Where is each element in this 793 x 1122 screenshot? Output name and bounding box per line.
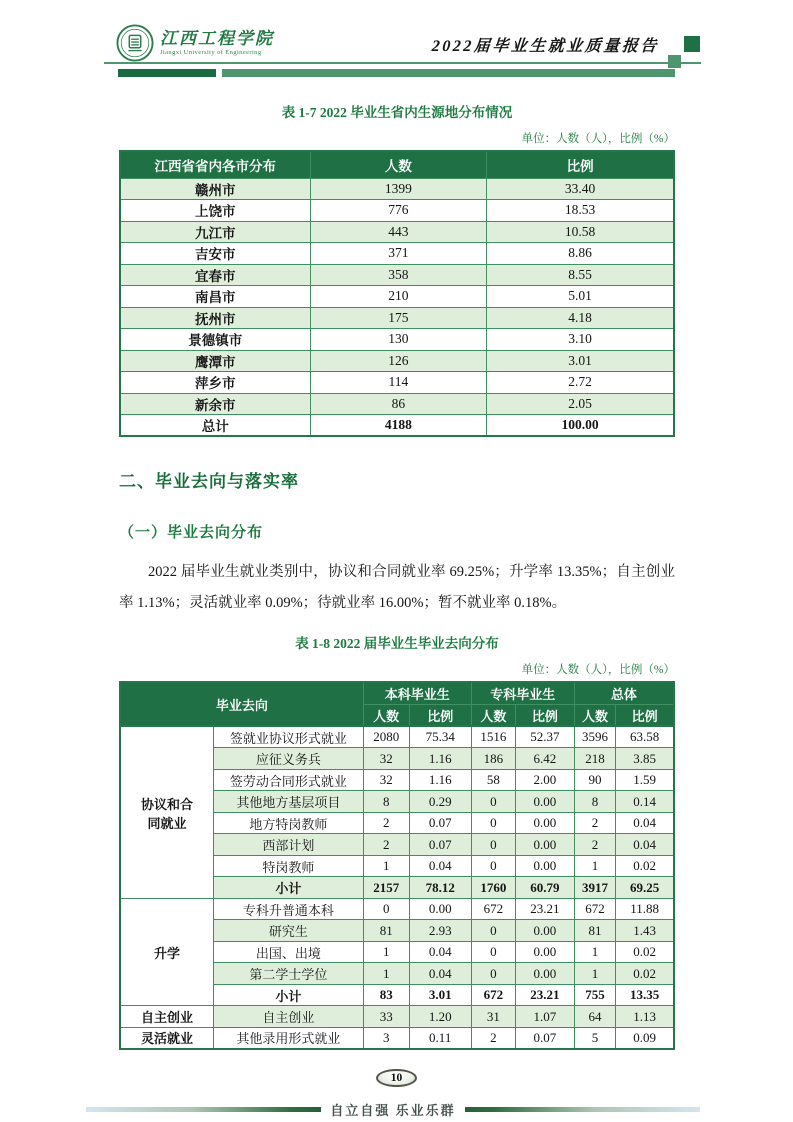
table-cell: 九江市 (120, 221, 310, 243)
column-header: 本科毕业生 (363, 682, 471, 704)
table-cell: 0.11 (409, 1027, 471, 1049)
table-cell: 0.00 (516, 855, 575, 877)
table-cell: 8.86 (487, 243, 674, 265)
page-content (119, 101, 675, 1050)
table-cell: 126 (310, 350, 487, 372)
table-cell: 6.42 (516, 748, 575, 770)
table-cell: 1.13 (616, 1006, 674, 1028)
table-cell: 114 (310, 372, 487, 394)
table-cell: 0.29 (409, 791, 471, 813)
destination-label-cell: 专科升普通本科 (214, 898, 364, 920)
destination-label-cell: 小计 (214, 984, 364, 1006)
table-cell: 0 (471, 834, 515, 856)
table-cell: 0.07 (409, 812, 471, 834)
destination-table (119, 681, 675, 1050)
footer-motto-row (86, 1100, 700, 1119)
header-rule (104, 62, 701, 64)
destination-group-cell: 灵活就业 (120, 1027, 214, 1049)
table-cell: 1 (363, 855, 409, 877)
table-cell: 5.01 (487, 286, 674, 308)
table-cell: 0.02 (616, 855, 674, 877)
table2-unit: 单位：人数（人），比例（%） (521, 664, 675, 677)
table-cell: 31 (471, 1006, 515, 1028)
table-cell: 23.21 (516, 984, 575, 1006)
table-cell: 58 (471, 769, 515, 791)
table-cell: 1.16 (409, 769, 471, 791)
destination-label-cell: 地方特岗教师 (214, 812, 364, 834)
table-cell: 18.53 (487, 200, 674, 222)
table-cell: 218 (574, 748, 616, 770)
section-heading: 二、毕业去向与落实率 (119, 472, 299, 491)
table-cell: 0.00 (409, 898, 471, 920)
column-header: 总体 (574, 682, 674, 704)
table-cell: 1.20 (409, 1006, 471, 1028)
table-row (120, 726, 674, 748)
table-cell: 0.00 (516, 791, 575, 813)
table-cell: 210 (310, 286, 487, 308)
table-cell: 86 (310, 393, 487, 415)
table-cell: 0.09 (616, 1027, 674, 1049)
body-paragraph: 2022 届毕业生就业类别中，协议和合同就业率 69.25%；升学率 13.35%；自主创业率 1.13%；灵活就业率 0.09%；待就业率 16.00%；暂不就业率 0.18%。 (119, 564, 675, 612)
table-cell: 0 (471, 855, 515, 877)
table-cell: 0.04 (409, 855, 471, 877)
table2-title: 表 1-8 2022 届毕业生毕业去向分布 (295, 636, 499, 652)
table-cell: 2 (574, 834, 616, 856)
university-name-en: Jiangxi University of Engineering (160, 48, 262, 56)
column-header: 专科毕业生 (471, 682, 574, 704)
table-cell: 鹰潭市 (120, 350, 310, 372)
destination-label-cell: 其他录用形式就业 (214, 1027, 364, 1049)
page-number-badge: 10 (376, 1069, 417, 1087)
table-cell: 赣州市 (120, 178, 310, 200)
table-cell: 1 (363, 963, 409, 985)
table1-unit: 单位：人数（人），比例（%） (521, 133, 675, 145)
table-cell: 2 (363, 834, 409, 856)
table-cell: 4188 (310, 415, 487, 437)
table-row (120, 898, 674, 920)
table-row (120, 178, 674, 200)
report-title: 2022届毕业生就业质量报告 (431, 38, 660, 55)
table-cell: 13.35 (616, 984, 674, 1006)
table-cell: 8 (574, 791, 616, 813)
table-cell: 75.34 (409, 726, 471, 748)
table-row (120, 393, 674, 415)
footer-motto: 自立自强 乐业乐群 (330, 1102, 456, 1118)
table-cell: 8.55 (487, 264, 674, 286)
table-cell: 60.79 (516, 877, 575, 899)
destination-table-header (120, 682, 674, 726)
table-cell: 南昌市 (120, 286, 310, 308)
page-footer (0, 1069, 793, 1119)
destination-label-cell: 第二学士学位 (214, 963, 364, 985)
table-row (120, 350, 674, 372)
table-row (120, 307, 674, 329)
table-cell: 萍乡市 (120, 372, 310, 394)
decor-square-icon (684, 36, 700, 52)
destination-group-cell: 协议和合同就业 (120, 726, 214, 898)
table-cell: 23.21 (516, 898, 575, 920)
table-cell: 3 (363, 1027, 409, 1049)
destination-label-cell: 自主创业 (214, 1006, 364, 1028)
table-total-row (120, 415, 674, 437)
table-row (120, 1006, 674, 1028)
destination-label-cell: 其他地方基层项目 (214, 791, 364, 813)
table-cell: 吉安市 (120, 243, 310, 265)
table-row (120, 329, 674, 351)
column-header: 人数 (574, 704, 616, 726)
table-cell: 81 (574, 920, 616, 942)
table-cell: 2.00 (516, 769, 575, 791)
table-cell: 1 (574, 963, 616, 985)
column-header: 毕业去向 (120, 682, 363, 726)
table-row (120, 264, 674, 286)
table-cell: 2.93 (409, 920, 471, 942)
destination-group-cell: 升学 (120, 898, 214, 1006)
province-table-header (120, 151, 674, 178)
table-row (120, 372, 674, 394)
table-cell: 1.59 (616, 769, 674, 791)
table-cell: 2157 (363, 877, 409, 899)
table-cell: 33 (363, 1006, 409, 1028)
subsection-heading: （一）毕业去向分布 (119, 525, 264, 541)
table-cell: 52.37 (516, 726, 575, 748)
table-cell: 4.18 (487, 307, 674, 329)
table-cell: 1.07 (516, 1006, 575, 1028)
table-cell: 0 (471, 941, 515, 963)
table-cell: 0.04 (409, 941, 471, 963)
table-cell: 672 (471, 898, 515, 920)
table-cell: 宜春市 (120, 264, 310, 286)
table-cell: 63.58 (616, 726, 674, 748)
destination-label-cell: 特岗教师 (214, 855, 364, 877)
table-cell: 32 (363, 769, 409, 791)
table-cell: 83 (363, 984, 409, 1006)
table-cell: 0.00 (516, 941, 575, 963)
table-cell: 0.04 (409, 963, 471, 985)
table-row (120, 286, 674, 308)
table-cell: 0.00 (516, 812, 575, 834)
table-cell: 1399 (310, 178, 487, 200)
province-distribution-table (119, 150, 675, 437)
destination-table-body (120, 726, 674, 1049)
table-cell: 2 (363, 812, 409, 834)
destination-label-cell: 研究生 (214, 920, 364, 942)
table-cell: 0 (471, 963, 515, 985)
column-header: 人数 (310, 151, 487, 178)
table-cell: 358 (310, 264, 487, 286)
table-cell: 175 (310, 307, 487, 329)
table-cell: 672 (471, 984, 515, 1006)
column-header: 比例 (487, 151, 674, 178)
table-row (120, 243, 674, 265)
column-header: 比例 (409, 704, 471, 726)
table-cell: 0.00 (516, 963, 575, 985)
header-bar-light (222, 69, 675, 77)
table-cell: 3.01 (487, 350, 674, 372)
table-row (120, 221, 674, 243)
table-cell: 0.04 (616, 812, 674, 834)
destination-group-cell: 自主创业 (120, 1006, 214, 1028)
table-cell: 33.40 (487, 178, 674, 200)
table-cell: 11.88 (616, 898, 674, 920)
table1-title: 表 1-7 2022 毕业生省内生源地分布情况 (281, 105, 513, 120)
table-header-row (120, 682, 674, 704)
table-cell: 2.05 (487, 393, 674, 415)
table-cell: 0.14 (616, 791, 674, 813)
table-cell: 2 (574, 812, 616, 834)
destination-label-cell: 签劳动合同形式就业 (214, 769, 364, 791)
table-row (120, 200, 674, 222)
table-cell: 443 (310, 221, 487, 243)
footer-rule-right (465, 1107, 700, 1112)
table-cell: 3.10 (487, 329, 674, 351)
table-cell: 0 (471, 812, 515, 834)
table-cell: 1760 (471, 877, 515, 899)
table-cell: 上饶市 (120, 200, 310, 222)
table-cell: 78.12 (409, 877, 471, 899)
table-cell: 新余市 (120, 393, 310, 415)
table-cell: 776 (310, 200, 487, 222)
header-bars (118, 69, 675, 77)
column-header: 江西省省内各市分布 (120, 151, 310, 178)
table-cell: 0.02 (616, 941, 674, 963)
table-cell: 3596 (574, 726, 616, 748)
table-cell: 90 (574, 769, 616, 791)
table-cell: 0.00 (516, 920, 575, 942)
destination-label-cell: 出国、出境 (214, 941, 364, 963)
column-header: 人数 (471, 704, 515, 726)
table-cell: 0.07 (409, 834, 471, 856)
column-header: 人数 (363, 704, 409, 726)
table-cell: 1 (363, 941, 409, 963)
table-cell: 1.16 (409, 748, 471, 770)
table-header-row (120, 151, 674, 178)
destination-label-cell: 签就业协议形式就业 (214, 726, 364, 748)
destination-label-cell: 小计 (214, 877, 364, 899)
table-cell: 32 (363, 748, 409, 770)
table-cell: 130 (310, 329, 487, 351)
column-header: 比例 (516, 704, 575, 726)
destination-label-cell: 应征义务兵 (214, 748, 364, 770)
table-cell: 1.43 (616, 920, 674, 942)
table-cell: 1 (574, 855, 616, 877)
table-cell: 0 (471, 920, 515, 942)
table-cell: 0.02 (616, 963, 674, 985)
table-cell: 371 (310, 243, 487, 265)
page-header (0, 0, 793, 80)
table-cell: 0.04 (616, 834, 674, 856)
university-logo (116, 24, 274, 62)
table-cell: 755 (574, 984, 616, 1006)
table-cell: 0.07 (516, 1027, 575, 1049)
university-name-cn: 江西工程学院 (160, 29, 274, 49)
table-cell: 3.01 (409, 984, 471, 1006)
table-cell: 81 (363, 920, 409, 942)
table-cell: 抚州市 (120, 307, 310, 329)
column-header: 比例 (616, 704, 674, 726)
table-cell: 10.58 (487, 221, 674, 243)
table-cell: 100.00 (487, 415, 674, 437)
table-cell: 69.25 (616, 877, 674, 899)
table-cell: 64 (574, 1006, 616, 1028)
table-cell: 景德镇市 (120, 329, 310, 351)
table-cell: 0 (471, 791, 515, 813)
destination-label-cell: 西部计划 (214, 834, 364, 856)
table-cell: 2 (471, 1027, 515, 1049)
header-bar-dark (118, 69, 216, 77)
table-row (120, 1027, 674, 1049)
university-seal-icon (116, 24, 154, 62)
table-cell: 8 (363, 791, 409, 813)
table-cell: 672 (574, 898, 616, 920)
table-cell: 3.85 (616, 748, 674, 770)
table-cell: 0 (363, 898, 409, 920)
table-cell: 3917 (574, 877, 616, 899)
table-cell: 1 (574, 941, 616, 963)
province-table-body (120, 178, 674, 436)
table-cell: 总计 (120, 415, 310, 437)
table-cell: 186 (471, 748, 515, 770)
footer-rule-left (86, 1107, 321, 1112)
table-cell: 2080 (363, 726, 409, 748)
table-cell: 1516 (471, 726, 515, 748)
table-cell: 0.00 (516, 834, 575, 856)
table-cell: 2.72 (487, 372, 674, 394)
table-cell: 5 (574, 1027, 616, 1049)
